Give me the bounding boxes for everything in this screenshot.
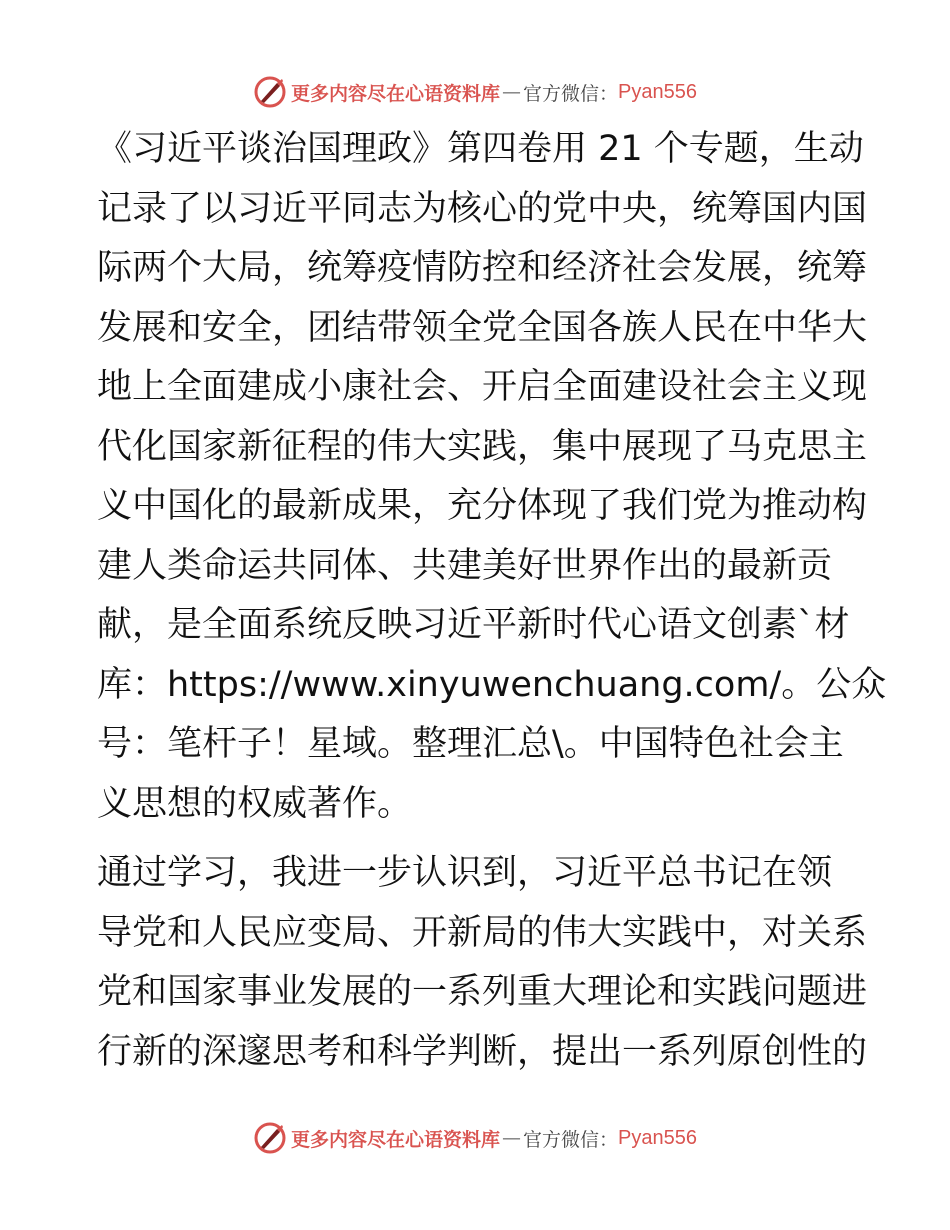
banner-wechat-id: Pyan556 — [618, 80, 697, 103]
text-line: 党和国家事业发展的一系列重大理论和实践问题进 — [97, 972, 868, 1012]
document-body — [97, 120, 887, 1082]
paragraph-1 — [97, 120, 887, 834]
banner-title: 更多内容尽在心语资料库 — [291, 1128, 501, 1151]
text-line: 献，是全面系统反映习近平新时代心语文创素`材 — [97, 605, 850, 645]
text-line: 代化国家新征程的伟大实践，集中展现了马克思主 — [97, 426, 868, 467]
footer-banner — [0, 1118, 950, 1158]
text-line: 库：https://www.xinyuwenchuang.com/。公众 — [97, 664, 887, 705]
text-line: 际两个大局，统筹疫情防控和经济社会发展，统筹 — [97, 248, 868, 288]
paragraph-2 — [97, 844, 868, 1082]
text-line: 建人类命运共同体、共建美好世界作出的最新贡 — [97, 545, 833, 586]
text-line: 《习近平谈治国理政》第四卷用 21 个专题，生动 — [97, 129, 864, 169]
paragraph-gap — [97, 834, 857, 844]
text-line: 地上全面建成小康社会、开启全面建设社会主义现 — [97, 367, 868, 407]
text-line: 义思想的权威著作。 — [97, 783, 413, 824]
text-line: 行新的深邃思考和科学判断，提出一系列原创性的 — [97, 1031, 868, 1072]
quill-logo-icon — [253, 75, 287, 109]
header-banner — [0, 72, 950, 112]
text-line: 发展和安全，团结带领全党全国各族人民在中华大 — [97, 307, 868, 348]
banner-wechat-label: 官方微信： — [523, 1128, 619, 1151]
text-line: 导党和人民应变局、开新局的伟大实践中，对关系 — [97, 912, 868, 953]
quill-logo-icon — [253, 1121, 287, 1155]
text-line: 义中国化的最新成果，充分体现了我们党为推动构 — [97, 486, 868, 526]
banner-wechat-label: 官方微信： — [523, 82, 619, 105]
banner-dash: — — [502, 1127, 522, 1149]
banner-title: 更多内容尽在心语资料库 — [291, 82, 501, 105]
text-line: 通过学习，我进一步认识到，习近平总书记在领 — [97, 853, 833, 893]
banner-wechat-id: Pyan556 — [618, 1126, 697, 1149]
text-line: 号：笔杆子！星域。整理汇总\。中国特色社会主 — [97, 724, 844, 764]
banner-dash: — — [502, 81, 522, 103]
text-line: 记录了以习近平同志为核心的党中央，统筹国内国 — [97, 188, 868, 229]
